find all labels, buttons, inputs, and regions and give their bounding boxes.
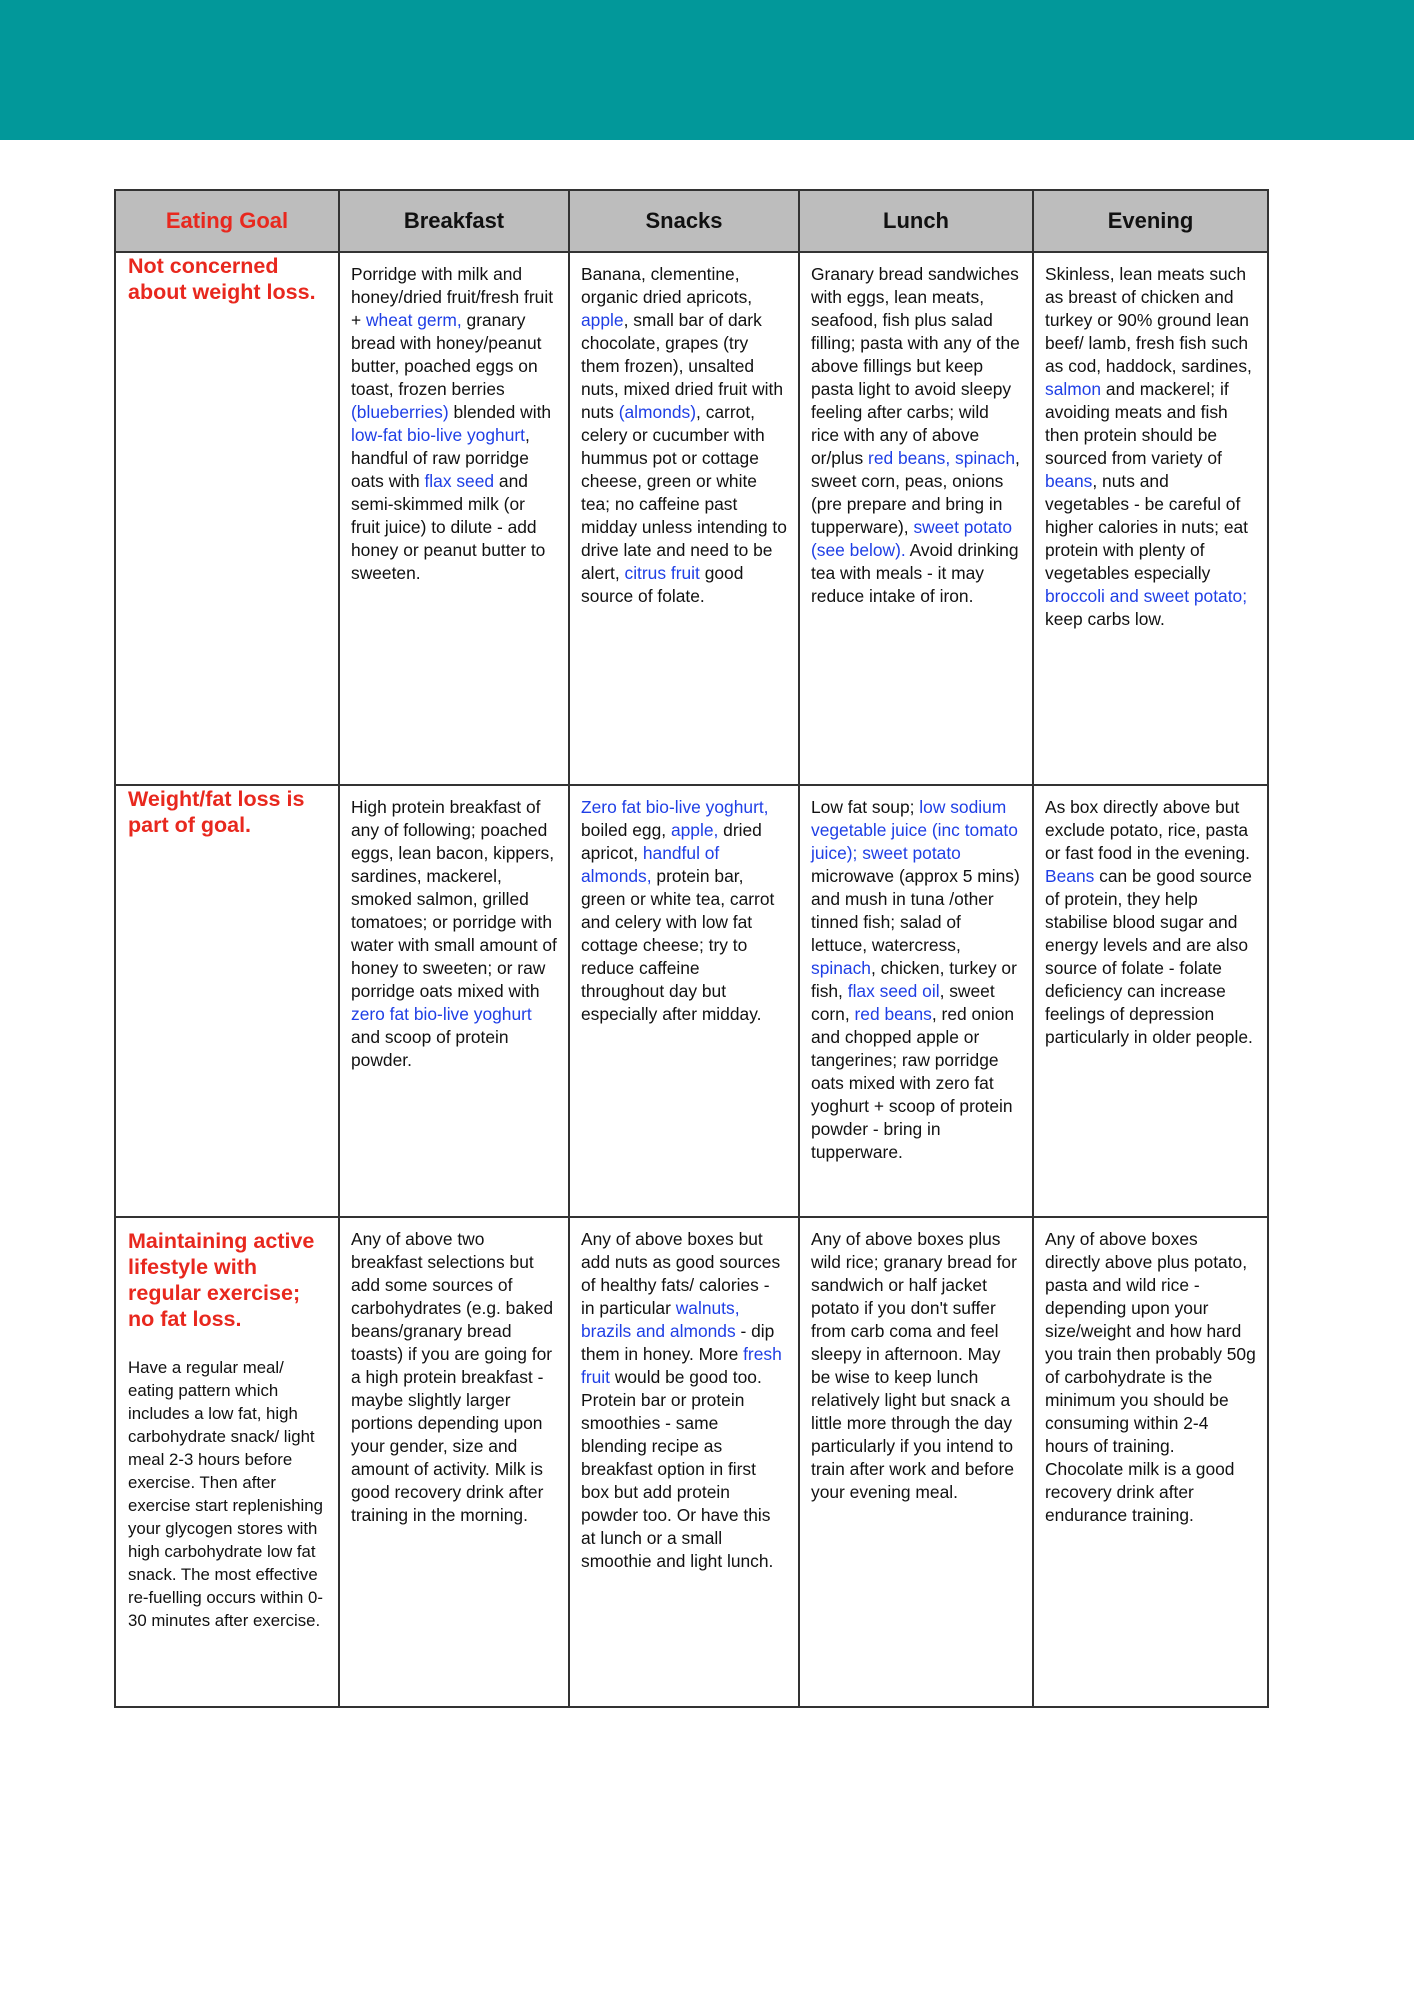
highlighted-food-text: sweet potato (see below). <box>811 517 1013 560</box>
table-row <box>115 1217 1268 1707</box>
goal-label: Not concerned about weight loss. <box>128 254 316 304</box>
cell-text: blended with <box>448 402 552 422</box>
highlighted-food-text: walnuts, brazils and almonds <box>581 1298 740 1341</box>
highlighted-food-text: broccoli and sweet potato; <box>1045 586 1248 606</box>
cell-text: Porridge with milk and honey/dried fruit/fresh fruit + <box>351 264 554 330</box>
table-header-row <box>115 190 1268 252</box>
cell-text: and scoop of protein powder. <box>351 1027 509 1070</box>
cell-text: good source of folate. <box>581 563 744 606</box>
cell-text: Avoid drinking tea with meals - it may reduce intake of iron. <box>811 540 1019 606</box>
header-snacks: Snacks <box>569 190 799 252</box>
cell-text: Any of above boxes but add nuts as good sources of healthy fats/ calories - in particular <box>581 1229 781 1318</box>
cell-text: Any of above boxes directly above plus potato, pasta and wild rice - depending upon your size/weight and how hard you train then probably 50g of carbohydrate is the minimum you should be consuming within 2-4 hours of training. Chocolate milk is a good recovery drink after endurance training. <box>1045 1229 1256 1525</box>
highlighted-food-text: flax seed <box>424 471 495 491</box>
goal-label: Maintaining active lifestyle with regular exercise; no fat loss. <box>128 1229 315 1331</box>
header-evening: Evening <box>1033 190 1268 252</box>
snacks-cell <box>569 252 799 785</box>
evening-cell <box>1033 1217 1268 1707</box>
highlighted-food-text: citrus fruit <box>624 563 700 583</box>
cell-text: boiled egg, <box>581 820 671 840</box>
cell-text: protein bar, green or white tea, carrot and celery with low fat cottage cheese; try to reduce caffeine throughout day but especially after midday. <box>581 866 775 1024</box>
header-lunch: Lunch <box>799 190 1033 252</box>
lunch-cell <box>799 1217 1033 1707</box>
cell-text: Skinless, lean meats such as breast of chicken and turkey or 90% ground lean beef/ lamb, fresh fish such as cod, haddock, sardines, <box>1045 264 1252 376</box>
snacks-cell <box>569 1217 799 1707</box>
highlighted-food-text: wheat germ, <box>366 310 462 330</box>
table-row <box>115 785 1268 1217</box>
cell-text: , chicken, turkey or fish, <box>811 958 1017 1001</box>
highlighted-food-text: red beans <box>854 1004 932 1024</box>
highlighted-food-text: Beans <box>1045 866 1095 886</box>
meal-plan-table <box>114 189 1269 1708</box>
highlighted-food-text: apple <box>581 310 624 330</box>
exercise-note: Have a regular meal/ eating pattern which includes a low fat, high carbohydrate snack/ light meal 2-3 hours before exercise. Then after exercise start replenishing your glycogen stores with high carbohydrate low fat snack. The most effective re-fuelling occurs within 0-30 minutes after exercise. <box>128 1358 323 1630</box>
cell-text: granary bread with honey/peanut butter, poached eggs on toast, frozen berries <box>351 310 542 399</box>
cell-text: , sweet corn, <box>811 981 995 1024</box>
highlighted-food-text: salmon <box>1045 379 1102 399</box>
highlighted-food-text: low sodium vegetable juice (inc tomato juice); sweet potato <box>811 797 1018 863</box>
cell-text: Granary bread sandwiches with eggs, lean meats, seafood, fish plus salad filling; pasta with any of the above fillings but keep pasta light to avoid sleepy feeling after carbs; wild rice with any of above or/plus <box>811 264 1020 468</box>
cell-text: , small bar of dark chocolate, grapes (try them frozen), unsalted nuts, mixed dried fruit with nuts <box>581 310 784 422</box>
cell-text: Any of above boxes plus wild rice; granary bread for sandwich or half jacket potato if you don't suffer from carb coma and feel sleepy in afternoon. May be wise to keep lunch relatively light but snack a little more through the day particularly if you intend to train after work and before your evening meal. <box>811 1229 1017 1502</box>
goal-label: Weight/fat loss is part of goal. <box>128 787 305 837</box>
highlighted-food-text: low-fat bio-live yoghurt <box>351 425 525 445</box>
breakfast-cell <box>339 252 569 785</box>
cell-text: can be good source of protein, they help stabilise blood sugar and energy levels and are also source of folate - folate deficiency can increase feelings of depression particularly in older people. <box>1045 866 1253 1047</box>
header-eating-goal: Eating Goal <box>115 190 339 252</box>
cell-text: keep carbs low. <box>1045 609 1165 629</box>
cell-text: , carrot, celery or cucumber with hummus pot or cottage cheese, green or white tea; no caffeine past midday unless intending to drive late and need to be alert, <box>581 402 787 583</box>
goal-cell <box>115 785 339 1217</box>
cell-text: would be good too. Protein bar or protein smoothies - same blending recipe as breakfast option in first box but add protein powder too. Or have this at lunch or a small smoothie and light lunch. <box>581 1367 774 1571</box>
goal-cell <box>115 1217 339 1707</box>
cell-text: - dip them in honey. More <box>581 1321 775 1364</box>
evening-cell <box>1033 252 1268 785</box>
lunch-cell <box>799 252 1033 785</box>
lunch-cell <box>799 785 1033 1217</box>
cell-text: , sweet corn, peas, onions (pre prepare and bring in tupperware), <box>811 448 1020 537</box>
breakfast-cell <box>339 1217 569 1707</box>
cell-text: Low fat soup; <box>811 797 920 817</box>
highlighted-food-text: flax seed oil <box>847 981 940 1001</box>
header-band <box>0 0 1414 140</box>
highlighted-food-text: (almonds) <box>618 402 697 422</box>
highlighted-food-text: spinach <box>811 958 871 978</box>
cell-text: Any of above two breakfast selections but add some sources of carbohydrates (e.g. baked beans/granary bread toasts) if you are going for a high protein breakfast - maybe slightly larger portions depending upon your gender, size and amount of activity. Milk is good recovery drink after training in the morning. <box>351 1229 554 1525</box>
cell-text: As box directly above but exclude potato, rice, pasta or fast food in the evening. <box>1045 797 1250 863</box>
goal-cell <box>115 252 339 785</box>
cell-text: Banana, clementine, organic dried apricots, <box>581 264 753 307</box>
cell-text: High protein breakfast of any of following; poached eggs, lean bacon, kippers, sardines, mackerel, smoked salmon, grilled tomatoes; or porridge with water with small amount of honey to sweeten; or raw porridge oats mixed with <box>351 797 557 1001</box>
highlighted-food-text: (blueberries) <box>351 402 449 422</box>
cell-text: and mackerel; if avoiding meats and fish then protein should be sourced from variety of <box>1045 379 1229 468</box>
cell-text: and semi-skimmed milk (or fruit juice) to dilute - add honey or peanut butter to sweeten. <box>351 471 546 583</box>
table-row <box>115 252 1268 785</box>
cell-text: dried apricot, <box>581 820 762 863</box>
breakfast-cell <box>339 785 569 1217</box>
highlighted-food-text: red beans, spinach <box>868 448 1015 468</box>
header-breakfast: Breakfast <box>339 190 569 252</box>
snacks-cell <box>569 785 799 1217</box>
highlighted-food-text: Zero fat bio-live yoghurt, <box>581 797 769 817</box>
cell-text: , red onion and chopped apple or tangerines; raw porridge oats mixed with zero fat yoghurt + scoop of protein powder - bring in tupperware. <box>811 1004 1015 1162</box>
cell-text: , nuts and vegetables - be careful of higher calories in nuts; eat protein with plenty of vegetables especially <box>1045 471 1249 583</box>
highlighted-food-text: beans <box>1045 471 1093 491</box>
highlighted-food-text: zero fat bio-live yoghurt <box>351 1004 532 1024</box>
highlighted-food-text: fresh fruit <box>581 1344 782 1387</box>
highlighted-food-text: apple, <box>670 820 719 840</box>
highlighted-food-text: handful of almonds, <box>581 843 720 886</box>
cell-text: , handful of raw porridge oats with <box>351 425 530 491</box>
cell-text: microwave (approx 5 mins) and mush in tuna /other tinned fish; salad of lettuce, watercress, <box>811 866 1020 955</box>
evening-cell <box>1033 785 1268 1217</box>
